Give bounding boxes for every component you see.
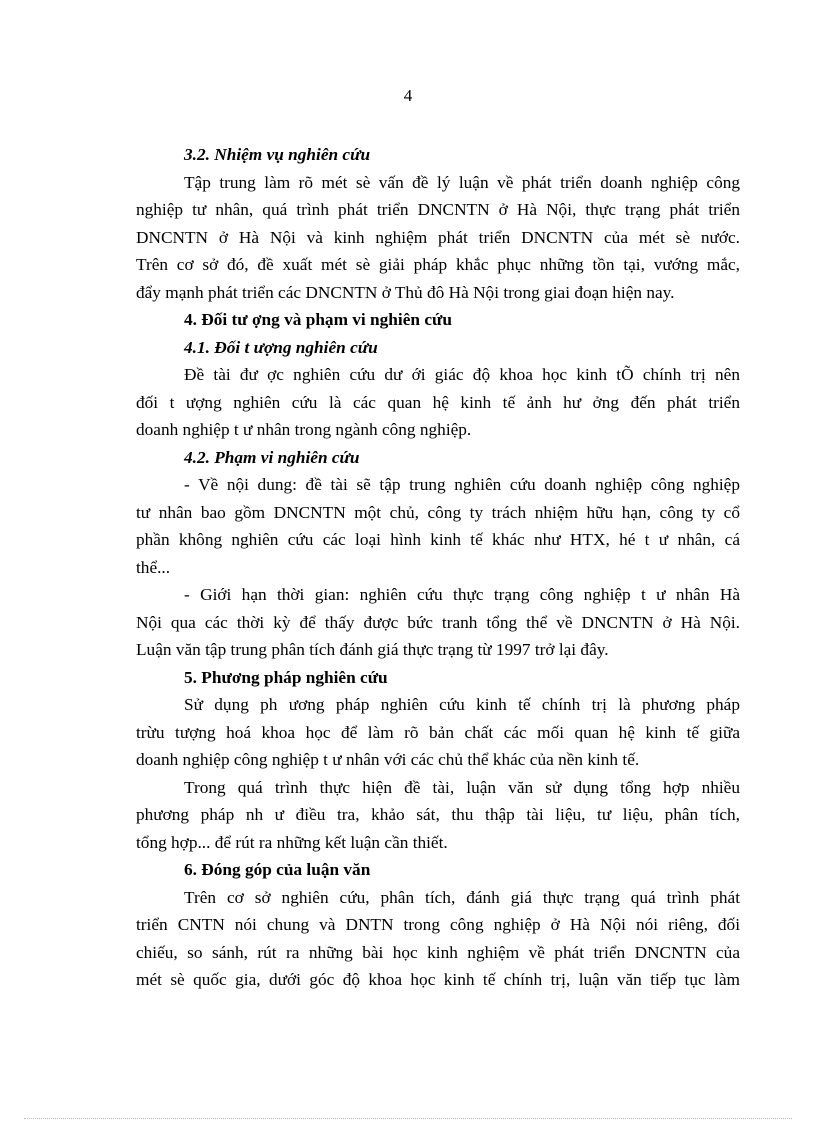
section-heading — [136, 141, 740, 169]
paragraph-line: Tập trung làm rõ mét sè vấn đề lý luận về phát triển doanh nghiệp công — [184, 172, 740, 192]
paragraph-line: doanh nghiệp công nghiệp t ư nhân với các chủ thể khác của nền kinh tế. — [136, 750, 640, 769]
page-number: 4 — [403, 86, 413, 105]
paragraph-line: Trên cơ sở nghiên cứu, phân tích, đánh giá thực trạng quá trình phát — [184, 887, 740, 907]
paragraph — [136, 884, 740, 994]
heading-text: 4. Đối tư ợng và phạm vi nghiên cứu — [184, 310, 452, 329]
section-heading — [136, 306, 740, 334]
paragraph-line: nghiệp tư nhân, quá trình phát triển DNCNTN ở Hà Nội, thực trạng phát triển — [136, 200, 740, 219]
paragraph-line: tổng hợp... để rút ra những kết luận cần thiết. — [136, 832, 448, 852]
paragraph-line: Luận văn tập trung phân tích đánh giá thực trạng từ 1997 trở lại đây. — [136, 640, 609, 659]
paragraph-line: tư nhân bao gồm DNCNTN một chủ, công ty trách nhiệm hữu hạn, công ty cổ — [136, 502, 740, 522]
page-bottom-divider — [24, 1118, 792, 1119]
section-heading — [136, 334, 740, 362]
paragraph-line: doanh nghiệp t ư nhân trong ngành công nghiệp. — [136, 420, 472, 439]
paragraph-line: mét sè quốc gia, dưới góc độ khoa học kinh tế chính trị, luận văn tiếp tục làm — [136, 970, 740, 989]
paragraph-line: DNCNTN ở Hà Nội và kinh nghiệm phát triển DNCNTN của mét sè nước. — [136, 227, 740, 247]
paragraph-line: trừu tượng hoá khoa học để làm rõ bản chất các mối quan hệ kinh tế giữa — [136, 722, 740, 742]
paragraph — [136, 774, 740, 857]
paragraph-line: đẩy mạnh phát triển các DNCNTN ở Thủ đô Hà Nội trong giai đoạn hiện nay. — [136, 282, 675, 302]
paragraph-line: - Giới hạn thời gian: nghiên cứu thực trạng công nghiệp t ư nhân Hà — [184, 585, 740, 604]
paragraph-line: phương pháp nh ư điều tra, khảo sát, thu thập tài liệu, tư liệu, phân tích, — [136, 805, 740, 824]
paragraph — [136, 581, 740, 664]
paragraph — [136, 691, 740, 774]
paragraph-line: thể... — [136, 557, 171, 577]
paragraph-line: Đề tài đư ợc nghiên cứu dư ới giác độ khoa học kinh tÕ chính trị nên — [184, 365, 740, 384]
paragraph-line: chiếu, so sánh, rút ra những bài học kinh nghiệm về phát triển DNCNTN của — [136, 942, 740, 962]
heading-text: 4.2. Phạm vi nghiên cứu — [184, 447, 360, 467]
section-heading — [136, 664, 740, 692]
section-heading — [136, 444, 740, 472]
paragraph-line: triển CNTN nói chung và DNTN trong công nghiệp ở Hà Nội nói riêng, đối — [136, 915, 740, 934]
heading-text: 3.2. Nhiệm vụ nghiên cứu — [184, 145, 371, 164]
section-heading — [136, 856, 740, 884]
paragraph-line: Trong quá trình thực hiện đề tài, luận văn sử dụng tổng hợp nhiều — [184, 777, 740, 797]
paragraph-line: Trên cơ sở đó, đề xuất mét sè giải pháp khắc phục những tồn tại, vướng mắc, — [136, 255, 740, 274]
paragraph — [136, 361, 740, 444]
heading-text: 4.1. Đối t ượng nghiên cứu — [184, 337, 378, 357]
paragraph-line: đối t ượng nghiên cứu là các quan hệ kinh tế ảnh hư ởng đến phát triển — [136, 392, 740, 412]
paragraph — [136, 169, 740, 307]
paragraph-line: Sử dụng ph ương pháp nghiên cứu kinh tế chính trị là phương pháp — [184, 695, 740, 714]
paragraph — [136, 471, 740, 581]
heading-text: 5. Phương pháp nghiên cứu — [184, 667, 388, 687]
heading-text: 6. Đóng góp của luận văn — [184, 860, 371, 879]
paragraph-line: phần không nghiên cứu các loại hình kinh tế khác như HTX, hé t ư nhân, cá — [136, 530, 740, 549]
document-body — [136, 141, 740, 994]
paragraph-line: Nội qua các thời kỳ để thấy được bức tranh tổng thể về DNCNTN ở Hà Nội. — [136, 612, 740, 632]
paragraph-line: - Về nội dung: đề tài sẽ tập trung nghiên cứu doanh nghiệp công nghiệp — [184, 475, 740, 494]
